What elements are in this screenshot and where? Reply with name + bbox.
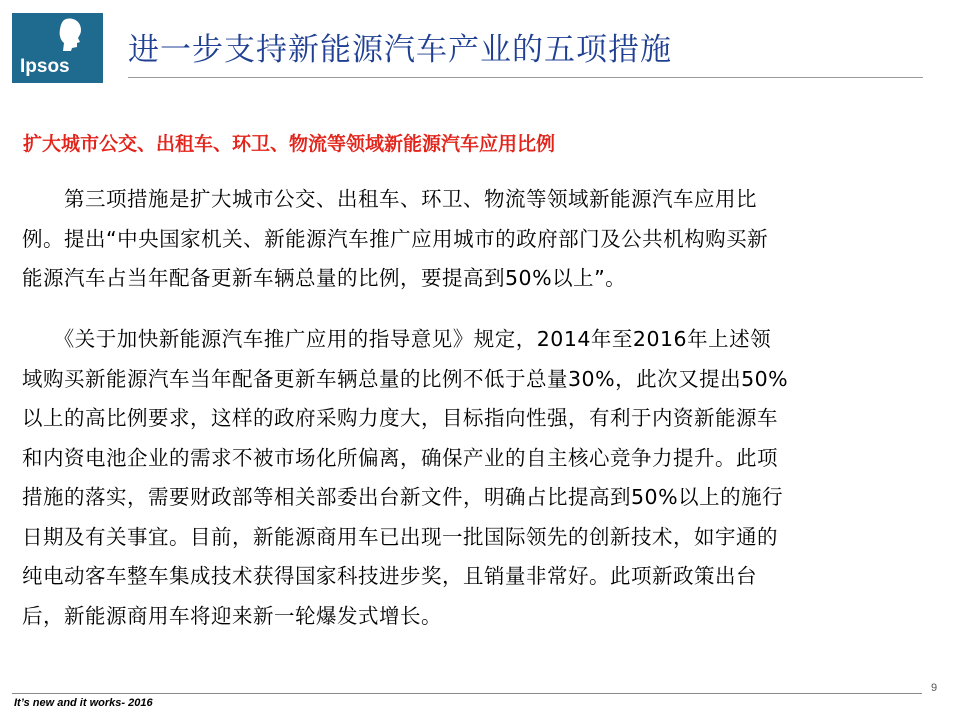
paragraph-line: 后，新能源商用车将迎来新一轮爆发式增长。	[22, 603, 442, 628]
title-divider	[128, 77, 923, 78]
paragraph-line: 例。提出“中央国家机关、新能源汽车推广应用城市的政府部门及公共机构购买新	[22, 226, 769, 251]
slide-title: 进一步支持新能源汽车产业的五项措施	[128, 32, 672, 68]
footer-text: It’s new and it works- 2016	[14, 697, 153, 709]
section-heading: 扩大城市公交、出租车、环卫、物流等领域新能源汽车应用比例	[23, 133, 556, 155]
paragraph-line: 日期及有关事宜。目前，新能源商用车已出现一批国际领先的创新技术，如宇通的	[22, 524, 778, 549]
paragraph-1	[22, 180, 937, 299]
paragraph-line: 和内资电池企业的需求不被市场化所偏离，确保产业的自主核心竞争力提升。此项	[22, 445, 778, 470]
paragraph-line: 第三项措施是扩大城市公交、出租车、环卫、物流等领域新能源汽车应用比	[22, 187, 757, 211]
paragraph-2	[22, 320, 937, 636]
head-profile-icon	[58, 17, 84, 51]
ipsos-logo	[12, 13, 103, 83]
paragraph-line: 域购买新能源汽车当年配备更新车辆总量的比例不低于总量30%，此次又提出50%	[22, 366, 789, 391]
paragraph-line: 《关于加快新能源汽车推广应用的指导意见》规定，2014年至2016年上述领	[22, 327, 772, 351]
paragraph-line: 以上的高比例要求，这样的政府采购力度大，目标指向性强，有利于内资新能源车	[22, 406, 778, 430]
page-number: 9	[931, 682, 938, 694]
footer-divider	[12, 693, 922, 694]
paragraph-line: 措施的落实，需要财政部等相关部委出台新文件，明确占比提高到50%以上的施行	[22, 485, 784, 509]
paragraph-line: 能源汽车占当年配备更新车辆总量的比例，要提高到50%以上”。	[22, 266, 627, 290]
paragraph-line: 纯电动客车整车集成技术获得国家科技进步奖，且销量非常好。此项新政策出台	[22, 564, 757, 588]
logo-text: Ipsos	[20, 56, 70, 77]
